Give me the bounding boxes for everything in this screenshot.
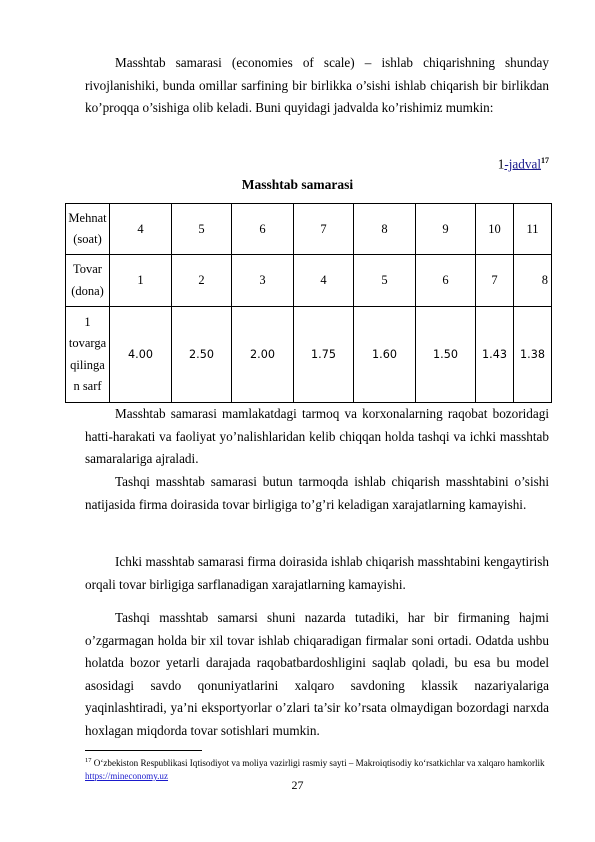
table-cell: 5 <box>172 204 232 255</box>
row-label: Tovar (dona) <box>66 255 110 307</box>
row-label: Mehnat (soat) <box>66 204 110 255</box>
table-cell: 1.38 <box>514 307 552 403</box>
table-row <box>66 255 552 307</box>
footnote-number: 17 <box>85 757 92 764</box>
table-cell: 10 <box>476 204 514 255</box>
scale-economies-table <box>65 203 552 403</box>
table-title: Masshtab samarasi <box>241 177 354 192</box>
table-cell: 1.43 <box>476 307 514 403</box>
page-number: 27 <box>291 778 304 792</box>
row-label: 1 tovarga qilinga n sarf <box>66 307 110 403</box>
table-row <box>66 204 552 255</box>
table-cell: 4 <box>110 204 172 255</box>
table-cell: 6 <box>416 255 476 307</box>
paragraph-external-detail: Tashqi masshtab samarsi shuni nazarda tutadiki, har bir firmaning hajmi o’zgarmagan holda bir xil tovar ishlab chiqaradigan firmalar soni ortadi. Odatda ushbu holatda bozor yetarli darajada raqobatbardoshligini saqlab qoladi, bu esa bu model asosidagi savdo qonuniyatlarini xalqaro savdoning klassik nazariyalariga yaqinlashtiradi, ya’ni eksportyorlar o’zlari ta’sir ko’rsata olmaydigan bozordagi narxda hoxlagan miqdorda tovar sotishlari mumkin. <box>85 610 549 738</box>
table-cell: 1 <box>110 255 172 307</box>
table-cell: 3 <box>232 255 294 307</box>
table-cell: 4.00 <box>110 307 172 403</box>
table-cell: 2.00 <box>232 307 294 403</box>
paragraph-internal-scale: Ichki masshtab samarasi firma doirasida ishlab chiqarish masshtabini kengaytirish orqali tovar birligiga sarflanadigan xarajatlarning kamayishi. <box>85 554 549 592</box>
table-cell: 1.50 <box>416 307 476 403</box>
paragraph-external-scale: Tashqi masshtab samarasi butun tarmoqda ishlab chiqarish masshtabini o’sishi natijasida firma doirasida tovar birligiga to’g’ri keladigan xarajatlarning kamayishi. <box>85 474 549 512</box>
table-cell: 9 <box>416 204 476 255</box>
table-cell: 5 <box>354 255 416 307</box>
table-cell: 8 <box>514 255 552 307</box>
table-cell: 2 <box>172 255 232 307</box>
footnote-mark[interactable]: 17 <box>541 156 549 165</box>
table-row <box>66 307 552 403</box>
footnote-divider <box>85 750 202 751</box>
table-cell: 1.60 <box>354 307 416 403</box>
table-cell: 1.75 <box>294 307 354 403</box>
table-cell: 2.50 <box>172 307 232 403</box>
table-cell: 4 <box>294 255 354 307</box>
table-cell: 8 <box>354 204 416 255</box>
table-cell: 7 <box>476 255 514 307</box>
footnote-link[interactable]: https://mineconomy.uz <box>85 771 169 782</box>
table-cell: 11 <box>514 204 552 255</box>
table-number: 1 <box>497 156 505 172</box>
table-cell: 7 <box>294 204 354 255</box>
footnote-text: O‘zbekiston Respublikasi Iqtisodiyot va moliya vazirligi rasmiy sayti – Makroiqtisodiy ko‘rsatkichlar va xalqaro hamkorlik <box>91 758 545 769</box>
table-cell: 6 <box>232 204 294 255</box>
table-link[interactable]: -jadval <box>504 156 541 172</box>
table-reference <box>498 151 549 174</box>
intro-paragraph: Masshtab samarasi (economies of scale) – ishlab chiqarishning shunday rivojlanishiki, bunda omillar sarfining bir birlikka o’sishi ishlab chiqarish bir birlikdan ko’proqqa o’sishiga olib keladi. Buni quyidagi jadvalda ko’rishimiz mumkin: <box>85 55 549 115</box>
paragraph-external-internal: Masshtab samarasi mamlakatdagi tarmoq va korxonalarning raqobat bozoridagi hatti-harakati va faoliyat yo’nalishlaridan kelib chiqqan holda tashqi va ichki masshtab samaralariga ajraladi. <box>85 406 549 466</box>
